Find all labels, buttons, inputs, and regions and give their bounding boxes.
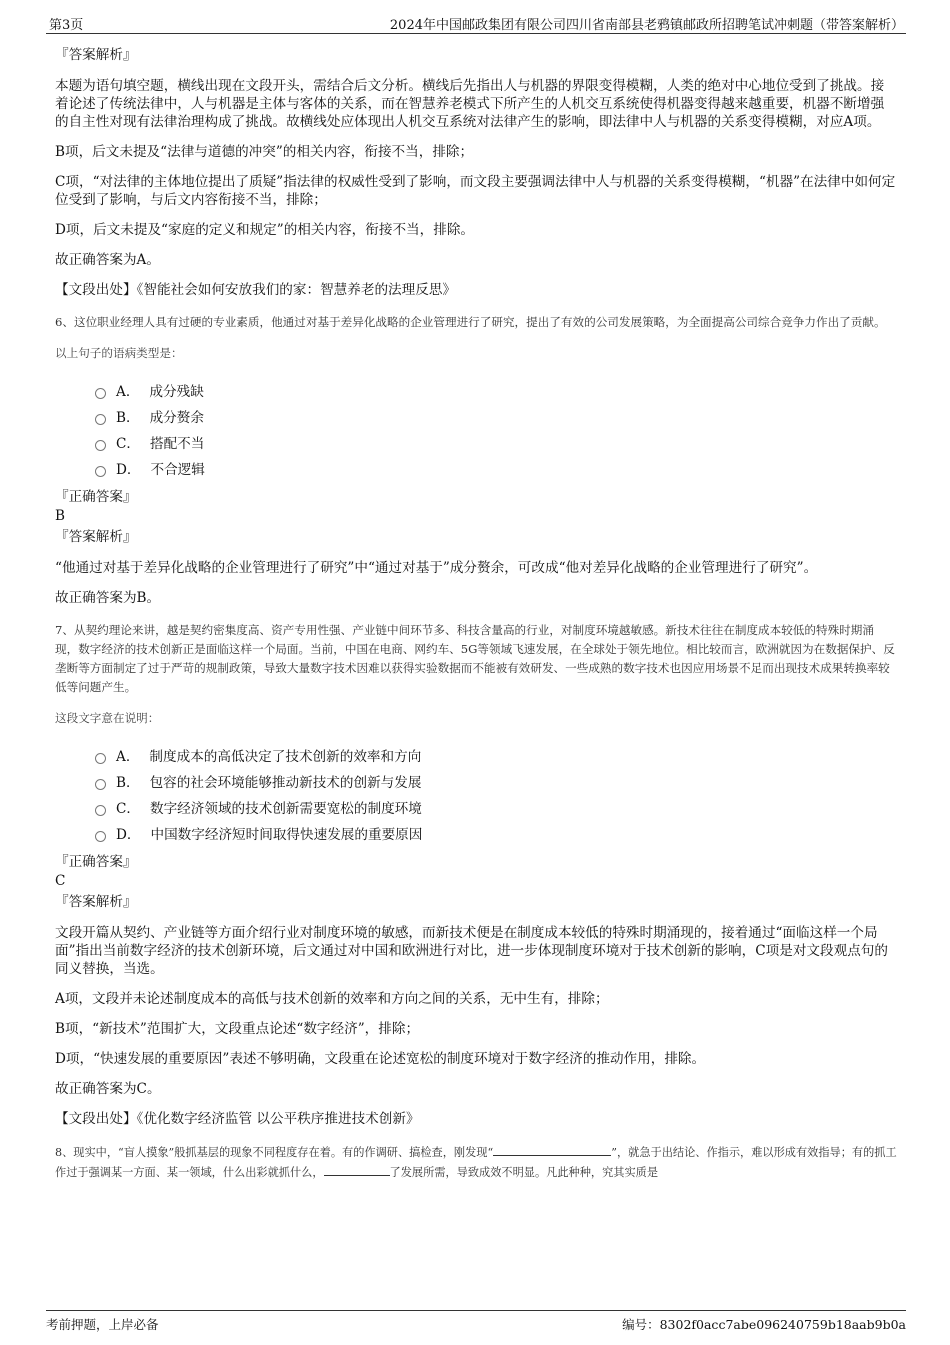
radio-icon[interactable] — [95, 831, 106, 842]
q6-conclusion: 故正确答案为B。 — [55, 590, 161, 606]
q5-source: 【文段出处】《智能社会如何安放我们的家：智慧养老的法理反思》 — [55, 282, 457, 298]
q7-analysis-label: 『答案解析』 — [55, 894, 137, 910]
q7-option-a[interactable]: A． 制度成本的高低决定了技术创新的效率和方向 — [95, 742, 897, 768]
q7-answer-label: 『正确答案』 — [55, 854, 137, 870]
radio-icon[interactable] — [95, 440, 106, 451]
q6-analysis-label: 『答案解析』 — [55, 529, 137, 545]
footer-slogan: 考前押题，上岸必备 — [46, 1317, 159, 1332]
fill-blank-1[interactable] — [493, 1142, 611, 1156]
q7-conclusion: 故正确答案为C。 — [55, 1081, 161, 1097]
q6-option-c[interactable]: C． 搭配不当 — [95, 429, 897, 455]
q6-analysis: “他通过对基于差异化战略的企业管理进行了研究”中“通过对基于”成分赘余，可改成“他对差异化战略的企业管理进行了研究”。 — [55, 560, 818, 576]
page-header — [0, 0, 950, 34]
page-content — [55, 45, 897, 1194]
q6-prompt: 以上句子的语病类型是： — [55, 346, 183, 360]
q7-option-b[interactable]: B． 包容的社会环境能够推动新技术的创新与发展 — [95, 768, 897, 794]
header-divider — [46, 33, 906, 34]
q5-analysis-main: 本题为语句填空题，横线出现在文段开头，需结合后文分析。横线后先指出人与机器的界限变得模糊，人类的绝对中心地位受到了挑战。接着论述了传统法律中，人与机器是主体与客体的关系，而在智慧养老模式下所产生的人机交互系统使得机器变得越来越重要，机器不断增强的自主性对现有法律治理构成了挑战。故横线处应体现出人机交互系统对法律产生的影响，即法律中人与机器的关系变得模糊，对应A项。 — [55, 78, 885, 130]
page-number: 第3页 — [49, 18, 84, 33]
radio-icon[interactable] — [95, 779, 106, 790]
document-title: 2024年中国邮政集团有限公司四川省南部县老鸦镇邮政所招聘笔试冲刺题（带答案解析） — [389, 18, 904, 33]
page-footer — [0, 1310, 950, 1345]
q5-analysis-b: B项，后文未提及“法律与道德的冲突”的相关内容，衔接不当，排除； — [55, 144, 474, 160]
radio-icon[interactable] — [95, 414, 106, 425]
radio-icon[interactable] — [95, 753, 106, 764]
q5-analysis-label: 『答案解析』 — [55, 47, 137, 63]
q6-answer-label: 『正确答案』 — [55, 489, 137, 505]
q7-source: 【文段出处】《优化数字经济监管 以公平秩序推进技术创新》 — [55, 1111, 420, 1127]
q7-prompt: 这段文字意在说明： — [55, 711, 160, 725]
radio-icon[interactable] — [95, 466, 106, 477]
q7-option-d[interactable]: D． 中国数字经济短时间取得快速发展的重要原因 — [95, 820, 897, 846]
q7-analysis-a: A项，文段并未论述制度成本的高低与技术创新的效率和方向之间的关系，无中生有，排除； — [55, 991, 609, 1007]
q6-options — [95, 377, 897, 481]
q8-question: 8、现实中，“盲人摸象”般抓基层的现象不同程度存在着。有的作调研、搞检查，刚发现“ ”，就急于出结论、作指示，难以形成有效指导；有的抓工作过于强调某一方面、某一领域，什么出彩就抓什么， 了发展所需，导致成效不明显。凡此种种，究其实质是 — [55, 1142, 897, 1182]
q7-option-c[interactable]: C． 数字经济领域的技术创新需要宽松的制度环境 — [95, 794, 897, 820]
q7-analysis-main: 文段开篇从契约、产业链等方面介绍行业对制度环境的敏感，而新技术便是在制度成本较低的特殊时期涌现的，接着通过“面临这样一个局面”指出当前数字经济的技术创新环境，后文通过对中国和欧洲进行对比，进一步体现制度环境对于技术创新的影响，C项是对文段观点句的同义替换，当选。 — [55, 925, 888, 977]
q5-conclusion: 故正确答案为A。 — [55, 252, 160, 268]
q6-option-a[interactable]: A． 成分残缺 — [95, 377, 897, 403]
q7-analysis-d: D项，“快速发展的重要原因”表述不够明确，文段重在论述宽松的制度环境对于数字经济的推动作用，排除。 — [55, 1051, 706, 1067]
q6-answer: B — [55, 508, 65, 524]
radio-icon[interactable] — [95, 388, 106, 399]
fill-blank-2[interactable] — [324, 1162, 390, 1176]
q7-analysis-b: B项，“新技术”范围扩大，文段重点论述“数字经济”，排除； — [55, 1021, 420, 1037]
q7-answer: C — [55, 873, 66, 889]
q6-option-b[interactable]: B． 成分赘余 — [95, 403, 897, 429]
q7-question: 7、从契约理论来讲，越是契约密集度高、资产专用性强、产业链中间环节多、科技含量高的行业，对制度环境越敏感。新技术往往在制度成本较低的特殊时期涌现，数字经济的技术创新正是面临这样一个局面。当前，中国在电商、网约车、5G等领域飞速发展，在全球处于领先地位。相比较而言，欧洲就因为在数据保护、反垄断等方面制定了过于严苛的规制政策，导致大量数字技术因难以获得实验数据而不能被有效研发、一些成熟的数字技术也因应用场景不足而出现技术成果转换率较低等问题产生。 — [55, 623, 895, 694]
radio-icon[interactable] — [95, 805, 106, 816]
q7-options — [95, 742, 897, 846]
document-id: 编号：8302f0acc7abe096240759b18aab9b0a — [622, 1317, 906, 1332]
q5-analysis-d: D项，后文未提及“家庭的定义和规定”的相关内容，衔接不当，排除。 — [55, 222, 475, 238]
q6-question: 6、这位职业经理人具有过硬的专业素质，他通过对基于差异化战略的企业管理进行了研究，提出了有效的公司发展策略，为全面提高公司综合竞争力作出了贡献。 — [55, 315, 886, 329]
q5-analysis-c: C项，“对法律的主体地位提出了质疑”指法律的权威性受到了影响，而文段主要强调法律中人与机器的关系变得模糊，“机器”在法律中如何定位受到了影响，与后文内容衔接不当，排除； — [55, 174, 896, 208]
footer-divider — [46, 1310, 906, 1311]
q6-option-d[interactable]: D． 不合逻辑 — [95, 455, 897, 481]
